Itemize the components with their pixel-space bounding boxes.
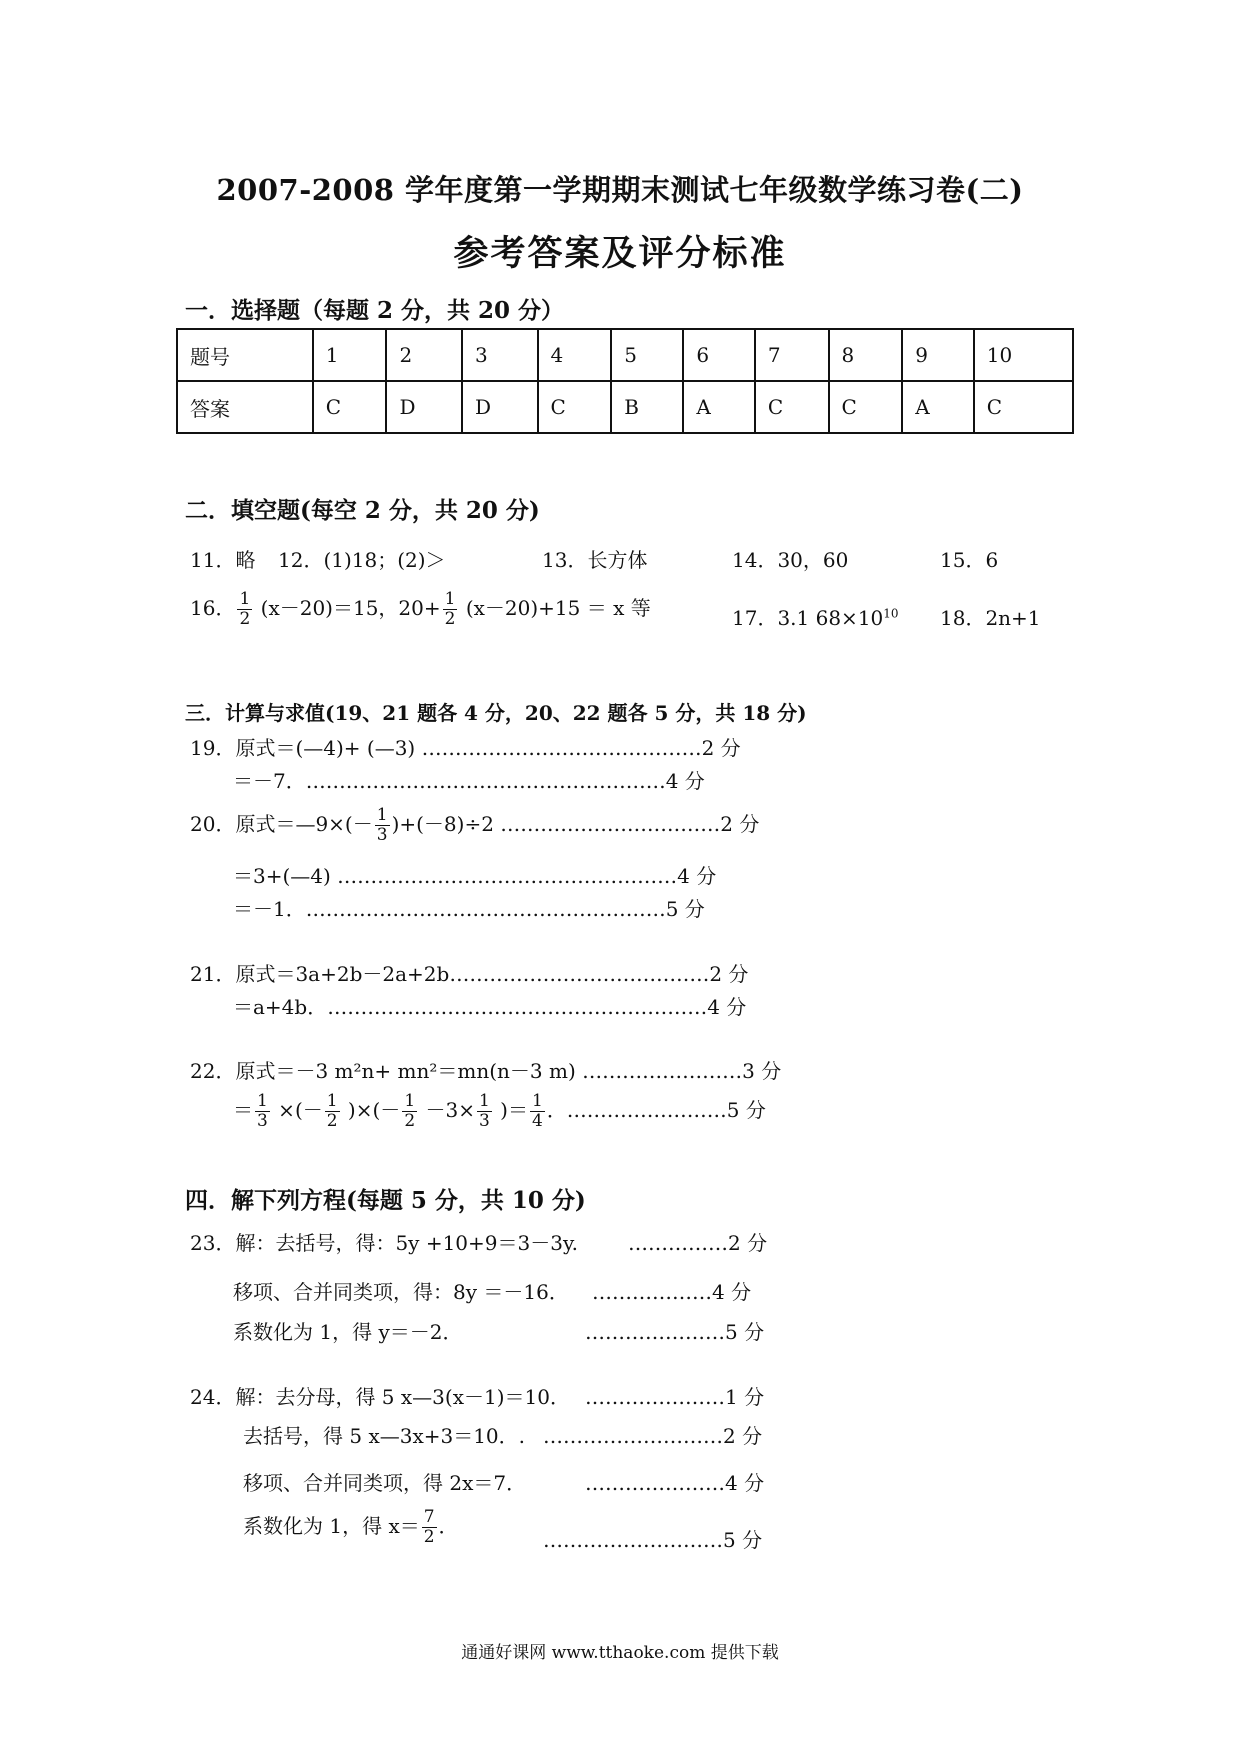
solution-24-line3-score: …………………4 分 xyxy=(585,1471,765,1495)
answer-17: 17．3.1 $68\times 10^{10}$ xyxy=(732,606,899,630)
table-cell: 7 xyxy=(755,329,829,381)
fraction: $\frac{1}{4}$ xyxy=(531,1091,543,1131)
table-cell: C xyxy=(829,381,903,433)
fraction: $\frac{1}{3}$ xyxy=(478,1091,490,1131)
document-title: 2007-2008 学年度第一学期期末测试七年级数学练习卷(二) xyxy=(216,173,1024,207)
solution-23-line3-score: …………………5 分 xyxy=(585,1320,765,1344)
table-cell: B xyxy=(611,381,683,433)
table-cell: 6 xyxy=(683,329,755,381)
table-cell: C xyxy=(538,381,612,433)
fraction-seven-halves: $\frac{7}{2}$ xyxy=(423,1507,435,1547)
table-row-answers xyxy=(177,381,1073,433)
solution-24-line1-score: …………………1 分 xyxy=(585,1385,765,1409)
section4-heading: 四．解下列方程(每题 5 分，共 10 分) xyxy=(185,1187,586,1214)
answer-14: 14．30，60 xyxy=(732,548,849,572)
table-cell: 8 xyxy=(829,329,903,381)
solution-23-line1-score: ……………2 分 xyxy=(628,1231,768,1255)
fraction-half: $\frac{1}{2}$ xyxy=(444,589,456,629)
table-cell: C xyxy=(974,381,1073,433)
solution-20-line3: ＝－1．………………………………………………5 分 xyxy=(233,897,705,921)
solution-22-line1: 22．原式＝－3 m²n+ mn²＝mn(n－3 m) ……………………3 分 xyxy=(190,1059,782,1083)
table-header-question: 题号 xyxy=(177,329,313,381)
solution-23-line1: 23．解：去括号，得：5y +10+9＝3－3y. xyxy=(190,1231,578,1255)
answer-18: 18．2n+1 xyxy=(940,606,1041,630)
answer-16 xyxy=(190,590,651,629)
solution-23-line3: 系数化为 1，得 y＝－2． xyxy=(233,1320,463,1344)
solution-24-line1: 24．解：去分母，得 5 x—3(x－1)＝10． xyxy=(190,1385,570,1409)
table-cell: A xyxy=(902,381,974,433)
table-cell: 2 xyxy=(386,329,462,381)
table-cell: A xyxy=(683,381,755,433)
table-row-questions xyxy=(177,329,1073,381)
solution-23-line2: 移项、合并同类项，得：8y ＝－16． xyxy=(233,1280,569,1304)
solution-20-line2: ＝3+(—4) ……………………………………………4 分 xyxy=(233,864,717,888)
solution-21-line1: 21．原式＝3a+2b－2a+2b…………………………………2 分 xyxy=(190,962,749,986)
answer-11: 11．略 xyxy=(190,548,256,572)
solution-19-line1: 19．原式＝(—4)+ (—3) ……………………………………2 分 xyxy=(190,736,741,760)
answer-12: 12．(1)18；(2)＞ xyxy=(278,548,446,572)
solution-24-line2-score: ………………………2 分 xyxy=(543,1424,763,1448)
answer-16-part1: (x－20)＝15，20+ xyxy=(260,596,441,620)
table-cell: D xyxy=(462,381,538,433)
page-footer: 通通好课网 www.tthaoke.com 提供下载 xyxy=(461,1643,779,1663)
answer-16-part2: (x－20)+15 ＝ x 等 xyxy=(465,596,651,620)
fraction: $\frac{1}{3}$ xyxy=(257,1091,268,1131)
solution-24-line3: 移项、合并同类项，得 2x＝7． xyxy=(243,1471,527,1495)
table-cell: C xyxy=(755,381,829,433)
answer-15: 15．6 xyxy=(940,548,999,572)
section3-heading: 三．计算与求值(19、21 题各 4 分，20、22 题各 5 分，共 18 分) xyxy=(185,701,807,725)
answer-16-prefix: 16． xyxy=(190,596,236,620)
section1-heading: 一．选择题（每题 2 分，共 20 分） xyxy=(185,297,565,324)
document-subtitle: 参考答案及评分标准 xyxy=(453,233,787,274)
solution-19-line2: ＝－7．………………………………………………4 分 xyxy=(233,769,705,793)
fraction-half: $\frac{1}{2}$ xyxy=(239,589,251,629)
fraction-one-third: $\frac{1}{3}$ xyxy=(376,805,388,845)
solution-21-line2: ＝a+4b．…………………………………………………4 分 xyxy=(233,995,747,1019)
table-cell: 9 xyxy=(902,329,974,381)
fraction: $\frac{1}{2}$ xyxy=(326,1091,338,1131)
solution-20-line1: 20．原式＝—9×(－ $\frac{1}{3}$ )+(－8)÷2 ……………………………2 分 xyxy=(190,805,760,845)
table-cell: 1 xyxy=(313,329,387,381)
table-cell: 5 xyxy=(611,329,683,381)
answer-17-exponent: 10 xyxy=(883,606,899,621)
answer-table xyxy=(176,328,1074,434)
solution-22-line2: ＝ $\frac{1}{3}$ ×(－ $\frac{1}{2}$ )×(－ $\frac{1}{2}$ －3× $\frac{1}{3}$ )＝ $\frac{1}{4}$ ．……………………5 分 xyxy=(233,1091,766,1131)
table-cell: 10 xyxy=(974,329,1073,381)
table-cell: 4 xyxy=(538,329,612,381)
section2-heading: 二．填空题(每空 2 分，共 20 分) xyxy=(185,497,540,524)
solution-24-line4-score: ………………………5 分 xyxy=(543,1528,763,1552)
solution-24-line2: 去括号，得 5 x—3x+3＝10．. xyxy=(243,1424,526,1448)
table-cell: D xyxy=(386,381,462,433)
table-cell: 3 xyxy=(462,329,538,381)
answer-13: 13．长方体 xyxy=(542,548,648,572)
table-cell: C xyxy=(313,381,387,433)
solution-24-line4: 系数化为 1，得 x＝ $\frac{7}{2}$ ． xyxy=(243,1507,459,1547)
solution-23-line2-score: ………………4 分 xyxy=(592,1280,752,1304)
table-header-answer: 答案 xyxy=(177,381,313,433)
fraction: $\frac{1}{2}$ xyxy=(404,1091,416,1131)
